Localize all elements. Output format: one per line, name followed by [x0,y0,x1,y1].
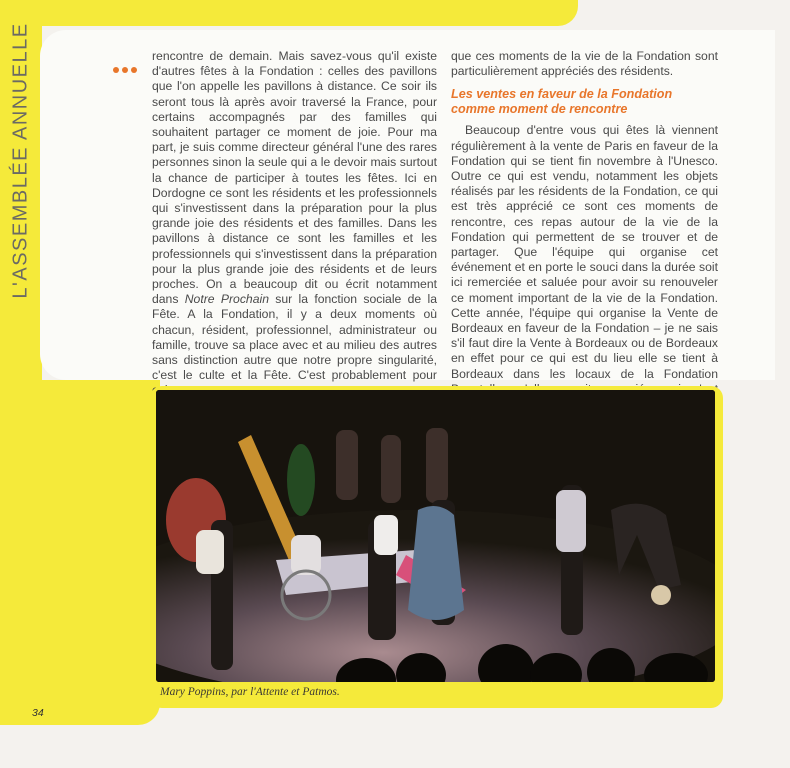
top-yellow-band [0,0,578,26]
column2-body: Beaucoup d'entre vous qui êtes là viennent régulièrement à la vente de Paris en faveur de la Fondation qui se tient fin novembre à l'Unesco. Outre ce qui est vendu, notamment les objets réalisés par les résidents de la Fondation, ce qui est très apprécié ce sont ces moments de rencontre, ces repas autour de la vie de la Fondation qui permettent de se trouver et de partager. Que l'équipe qui organise cet événement et en porte le souci dans la durée soit ici remerciée et saluée pour avoir su renouveler ce moment important de la vie de la Fondation. Cette année, l'équipe qui organise la Vente de Bordeaux en faveur de la Fondation – je ne sais s'il faut dire la Vente à Bordeaux ou de Bordeaux en effet pour ce qui est du lieu elle se tient à Bordeaux dans les locaux de la Fondation [451,123,718,381]
photo-frame [150,386,723,708]
bottom-yellow-band [0,380,160,725]
text-column-2 [451,49,718,412]
stage-photo [156,390,715,682]
section-title-vertical [4,21,38,299]
orange-dots-icon [113,60,143,70]
section-title: L'ASSEMBLÉE ANNUELLE [9,21,32,299]
stage-performance-illustration [156,390,715,682]
column1-paragraph: rencontre de demain. Mais savez-vous qu'il existe d'autres fêtes à la Fondation : celles des pavillons que l'on appelle les pavillons à distance. Ce soir ils seront tous là après avoir traversé la France, pour certains accompagnés par des familles qui souhaitent partager ce moment de joie. Pour ma part, je suis comme directeur général l'une des rares personnes sinon la seule qui a le devoir mais surtout la chance de participer à toutes les fêtes. Ici en Dordogne ce sont les résidents et les professionnels qui s'investissent dans la préparation pour la plus grande joie des résidents et des familles. Dans les pavillons à distance ce sont les familles et les professionnels qui s'investissent dans la préparation pour la plus grande joie des résidents et de leurs proches. On a beaucoup dit ou écrit notamment dans Notre Prochain sur la fonction sociale de la Fête. A la Fondation, il y a deux moments où chacun, résident, professionnel, administrateur ou famille, trouve sa place avec et au milieu des autres sans distinction autre que notre propre singularité, c'est le culte et la Fête. C'est probablement pour [152,49,437,383]
text-column-1 [152,49,437,399]
photo-caption: Mary Poppins, par l'Attente et Patmos. [160,686,340,698]
page-number: 34 [32,707,44,719]
section-subheading: Les ventes en faveur de la Fondation comme moment de rencontre [451,87,673,117]
publication-title: Notre Prochain [184,292,269,307]
column2-intro: que ces moments de la vie de la Fondation sont particulièrement appréciés des résidents. [451,49,718,79]
